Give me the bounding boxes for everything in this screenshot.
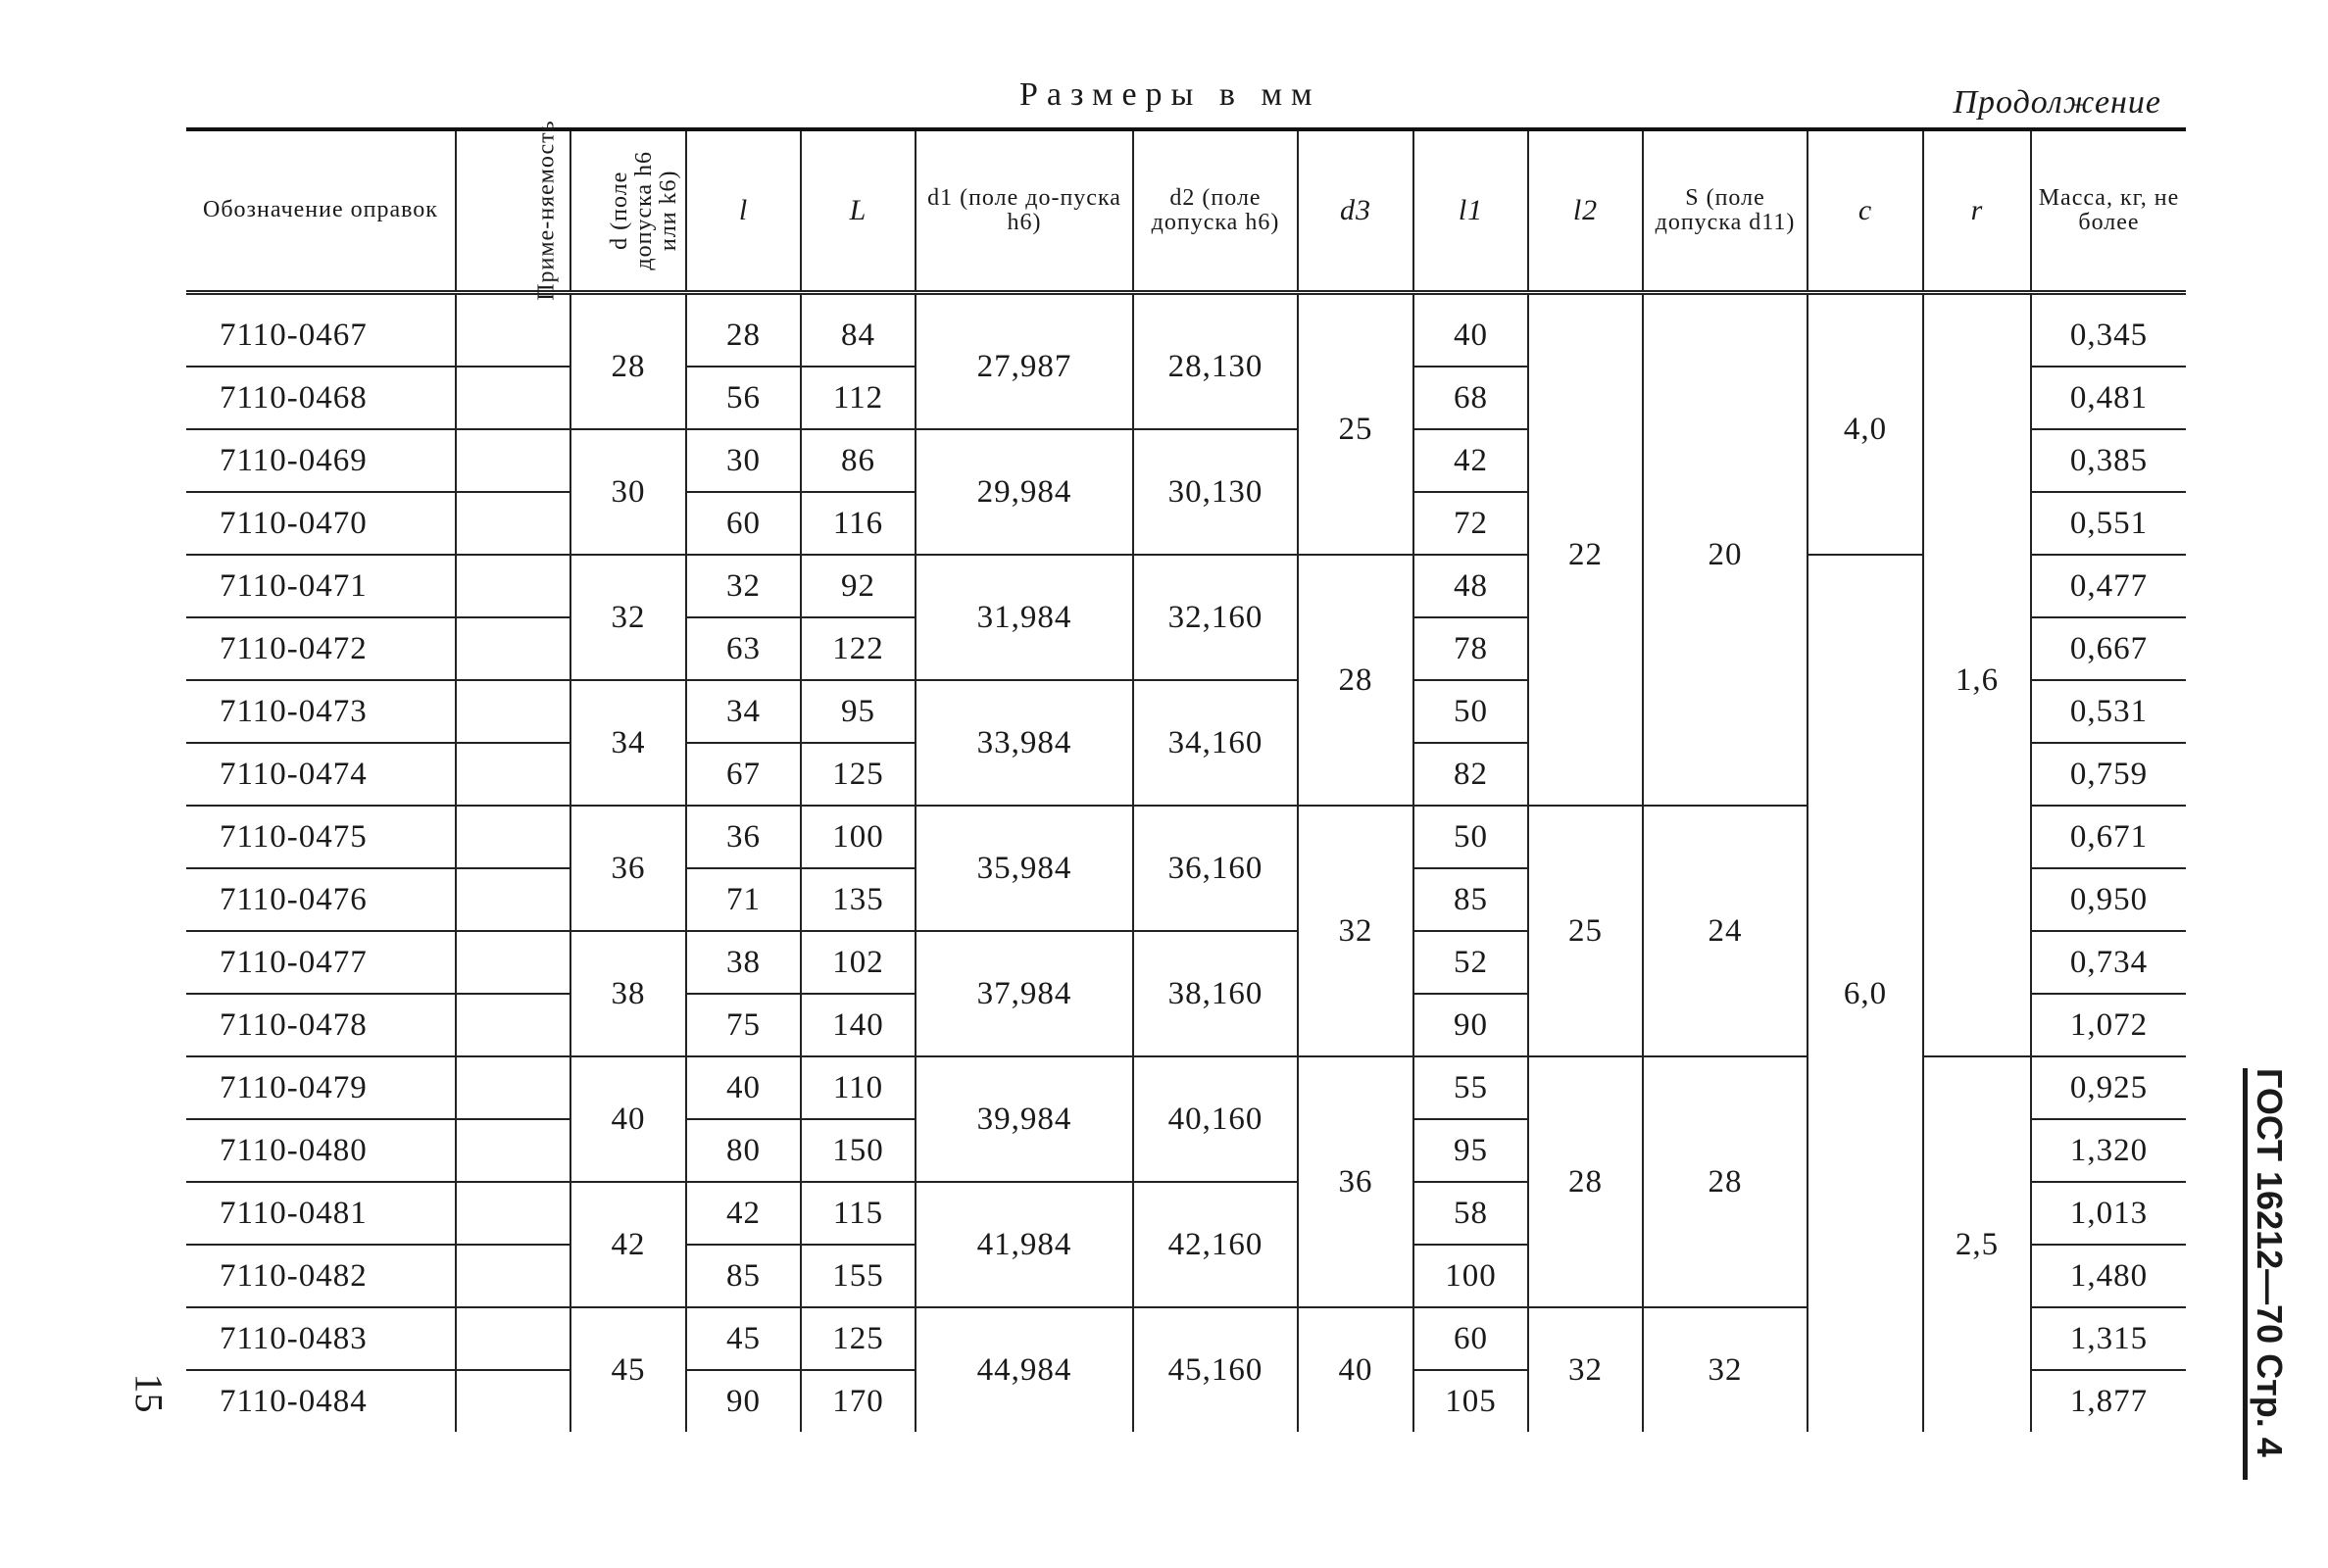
col-c [1808,129,1923,293]
col-d [570,129,686,293]
cell-code: 7110-0474 [186,743,456,806]
cell-mass: 1,315 [2031,1307,2186,1370]
cell-l1: 50 [1413,680,1528,743]
cell-l: 32 [686,555,801,617]
cell-l: 90 [686,1370,801,1432]
cell-l2: 32 [1528,1307,1643,1432]
cell-d3: 32 [1298,806,1413,1056]
cell-l1: 42 [1413,429,1528,492]
cell-mass: 0,477 [2031,555,2186,617]
col-applicability-label: Приме-няемость [533,120,560,302]
cell-mass: 0,345 [2031,293,2186,368]
cell-applicability [456,743,570,806]
cell-applicability [456,1370,570,1432]
cell-mass: 1,877 [2031,1370,2186,1432]
cell-d: 34 [570,680,686,806]
cell-mass: 0,667 [2031,617,2186,680]
col-l1 [1413,129,1528,293]
cell-d: 38 [570,931,686,1056]
cell-code: 7110-0468 [186,367,456,429]
cell-code: 7110-0479 [186,1056,456,1119]
cell-d3: 36 [1298,1056,1413,1307]
cell-l: 63 [686,617,801,680]
cell-l: 75 [686,994,801,1056]
cell-l1: 68 [1413,367,1528,429]
cell-mass: 0,950 [2031,868,2186,931]
col-applicability [456,120,570,302]
cell-mass: 1,072 [2031,994,2186,1056]
cell-code: 7110-0471 [186,555,456,617]
cell-mass: 1,480 [2031,1245,2186,1307]
cell-L: 125 [801,1307,916,1370]
cell-l2: 22 [1528,293,1643,807]
cell-applicability [456,617,570,680]
cell-d2: 42,160 [1133,1182,1298,1307]
cell-l: 67 [686,743,801,806]
units-caption: Размеры в мм [1019,76,1321,113]
cell-L: 112 [801,367,916,429]
cell-l: 80 [686,1119,801,1182]
cell-l1: 60 [1413,1307,1528,1370]
table-row [186,555,2186,617]
cell-l1: 95 [1413,1119,1528,1182]
cell-code: 7110-0473 [186,680,456,743]
cell-L: 122 [801,617,916,680]
cell-code: 7110-0467 [186,293,456,368]
cell-applicability [456,1245,570,1307]
side-document-label [2243,1068,2290,1460]
cell-mass: 0,481 [2031,367,2186,429]
cell-mass: 0,551 [2031,492,2186,555]
cell-l1: 100 [1413,1245,1528,1307]
cell-L: 140 [801,994,916,1056]
cell-d1: 33,984 [916,680,1133,806]
cell-code: 7110-0483 [186,1307,456,1370]
cell-L: 102 [801,931,916,994]
cell-d2: 45,160 [1133,1307,1298,1432]
cell-mass: 1,320 [2031,1119,2186,1182]
cell-mass: 0,925 [2031,1056,2186,1119]
cell-r: 2,5 [1923,1056,2031,1432]
cell-mass: 0,531 [2031,680,2186,743]
cell-applicability [456,367,570,429]
col-l2 [1528,129,1643,293]
cell-l1: 105 [1413,1370,1528,1432]
cell-d2: 40,160 [1133,1056,1298,1182]
col-l-label: l [738,194,749,227]
cell-l: 28 [686,293,801,368]
cell-L: 116 [801,492,916,555]
cell-code: 7110-0476 [186,868,456,931]
cell-d3: 25 [1298,293,1413,556]
cell-L: 92 [801,555,916,617]
col-d1: d1 (поле до-пуска h6) [916,129,1133,293]
col-r-label: r [1970,194,1984,227]
cell-d2: 30,130 [1133,429,1298,555]
col-l1-label: l1 [1458,194,1484,227]
cell-d1: 31,984 [916,555,1133,680]
cell-code: 7110-0484 [220,1383,368,1419]
cell-c: 6,0 [1808,555,1923,1432]
cell-l1: 82 [1413,743,1528,806]
cell-L: 86 [801,429,916,492]
cell-S: 32 [1643,1307,1808,1432]
cell-L: 135 [801,868,916,931]
cell-code: 7110-0475 [186,806,456,868]
cell-code: 7110-0478 [186,994,456,1056]
cell-l1: 58 [1413,1182,1528,1245]
cell-applicability [456,1307,570,1370]
cell-l: 30 [686,429,801,492]
cell-L: 100 [801,806,916,868]
side-rule [2243,1068,2248,1480]
cell-code: 7110-0482 [186,1245,456,1307]
cell-l: 71 [686,868,801,931]
cell-d2: 34,160 [1133,680,1298,806]
cell-l: 38 [686,931,801,994]
cell-S: 20 [1643,293,1808,807]
cell-applicability [456,1182,570,1245]
cell-d1: 39,984 [916,1056,1133,1182]
cell-code: 7110-0480 [186,1119,456,1182]
continuation-label: Продолжение [1953,84,2161,121]
cell-L: 150 [801,1119,916,1182]
cell-d1: 27,987 [916,293,1133,430]
col-d-label: d (поле допуска h6 или k6) [607,151,682,270]
mandrel-dimensions-table [186,120,2186,1432]
col-designation: Обозначение оправок [203,197,438,223]
cell-applicability [456,429,570,492]
cell-d: 45 [570,1307,686,1432]
cell-d: 42 [570,1182,686,1307]
cell-code: 7110-0469 [186,429,456,492]
cell-applicability [456,492,570,555]
cell-d: 28 [570,293,686,430]
col-l [686,129,801,293]
cell-l1: 52 [1413,931,1528,994]
table-row [186,293,2186,368]
cell-l: 42 [686,1182,801,1245]
cell-d1: 44,984 [916,1307,1133,1432]
cell-l: 45 [686,1307,801,1370]
cell-l1: 90 [1413,994,1528,1056]
cell-l: 36 [686,806,801,868]
cell-d3: 40 [1298,1307,1413,1432]
col-L [801,129,916,293]
cell-applicability [456,931,570,994]
cell-applicability [456,1119,570,1182]
cell-code: 7110-0481 [186,1182,456,1245]
cell-l: 60 [686,492,801,555]
cell-d1: 41,984 [916,1182,1133,1307]
cell-d2: 36,160 [1133,806,1298,931]
cell-code: 7110-0477 [186,931,456,994]
cell-applicability [456,293,570,368]
col-d3-label: d3 [1340,194,1371,227]
page-number: 15 [126,1373,172,1413]
cell-r: 1,6 [1923,293,2031,1057]
cell-mass: 0,385 [2031,429,2186,492]
cell-d: 30 [570,429,686,555]
cell-c: 4,0 [1808,293,1923,556]
cell-l1: 50 [1413,806,1528,868]
cell-l2: 25 [1528,806,1643,1056]
col-c-label: c [1857,194,1873,227]
cell-l: 85 [686,1245,801,1307]
cell-mass: 0,759 [2031,743,2186,806]
col-d2: d2 (поле допуска h6) [1133,129,1298,293]
cell-L: 170 [801,1370,916,1432]
cell-mass: 1,013 [2031,1182,2186,1245]
cell-S: 28 [1643,1056,1808,1307]
cell-d: 32 [570,555,686,680]
cell-d1: 37,984 [916,931,1133,1056]
col-mass: Масса, кг, не более [2031,129,2186,293]
cell-l: 56 [686,367,801,429]
cell-L: 84 [801,293,916,368]
cell-applicability [456,994,570,1056]
cell-d: 40 [570,1056,686,1182]
cell-applicability [456,680,570,743]
cell-d2: 38,160 [1133,931,1298,1056]
cell-l: 40 [686,1056,801,1119]
cell-mass: 0,734 [2031,931,2186,994]
col-S: S (поле допуска d11) [1643,129,1808,293]
cell-l1: 85 [1413,868,1528,931]
cell-d1: 35,984 [916,806,1133,931]
cell-l: 34 [686,680,801,743]
cell-d1: 29,984 [916,429,1133,555]
col-d3 [1298,129,1413,293]
table-header-row [186,129,2186,293]
cell-L: 125 [801,743,916,806]
cell-L: 115 [801,1182,916,1245]
cell-code: 7110-0470 [186,492,456,555]
cell-d: 36 [570,806,686,931]
cell-l1: 72 [1413,492,1528,555]
col-l2-label: l2 [1572,194,1599,227]
cell-l1: 40 [1413,293,1528,368]
cell-l1: 78 [1413,617,1528,680]
cell-L: 110 [801,1056,916,1119]
cell-L: 95 [801,680,916,743]
cell-code: 7110-0472 [186,617,456,680]
cell-applicability [456,1056,570,1119]
cell-S: 24 [1643,806,1808,1056]
col-L-label: L [849,194,867,227]
cell-applicability [456,555,570,617]
cell-l1: 48 [1413,555,1528,617]
cell-L: 155 [801,1245,916,1307]
cell-applicability [456,806,570,868]
cell-d2: 28,130 [1133,293,1298,430]
side-document-text: ГОСТ 16212—70 Стр. 4 [2250,1068,2290,1457]
cell-mass: 0,671 [2031,806,2186,868]
cell-l2: 28 [1528,1056,1643,1307]
cell-d3: 28 [1298,555,1413,806]
cell-l1: 55 [1413,1056,1528,1119]
cell-d2: 32,160 [1133,555,1298,680]
col-r [1923,129,2031,293]
cell-applicability [456,868,570,931]
